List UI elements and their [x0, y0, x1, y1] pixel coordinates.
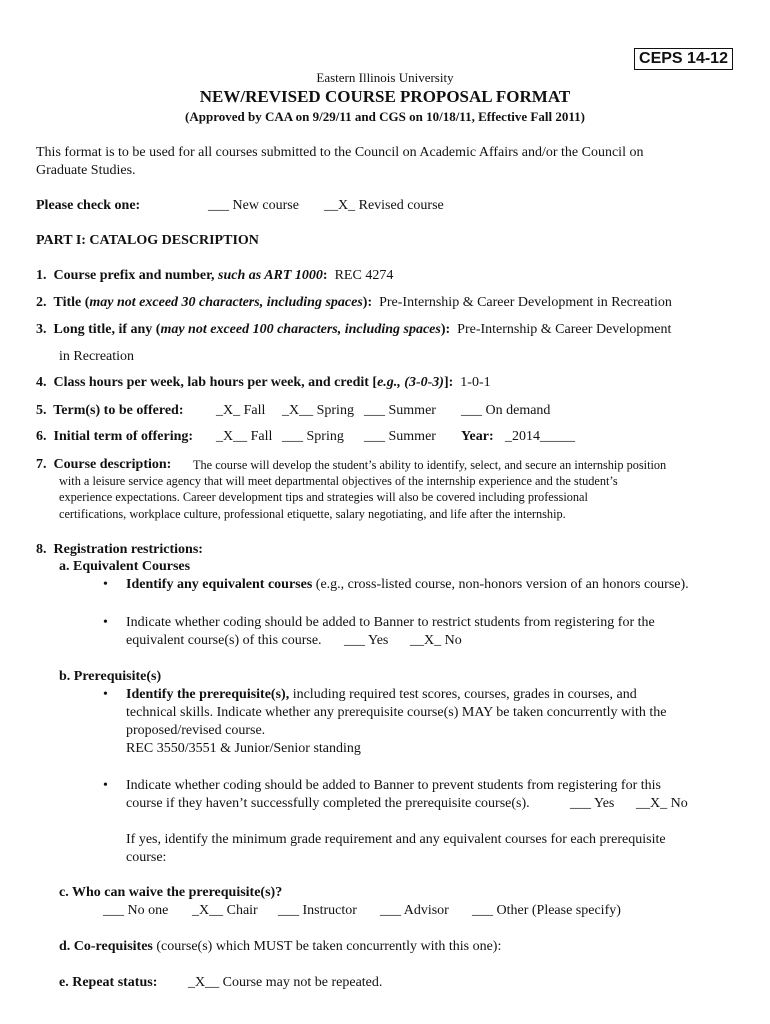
initial-fall-option[interactable]: _X__ Fall [216, 429, 273, 444]
course-description-line-1: The course will develop the student’s ability to identify, select, and secure an internship position [193, 458, 667, 472]
prerequisite-banner-line-2: course if they haven’t successfully completed the prerequisite course(s). [126, 796, 530, 811]
item-3 [36, 322, 671, 338]
item-5-label [36, 403, 184, 419]
waive-other-option[interactable]: ___ Other (Please specify) [472, 903, 621, 918]
item-3-hint: may not exceed 100 characters, including spaces [160, 322, 441, 337]
equivalent-courses-bullet-1 [126, 577, 689, 593]
item-1-colon: : [322, 268, 328, 283]
item-6-num: 6. [36, 429, 47, 444]
revised-course-option[interactable]: __X_ Revised course [324, 198, 444, 213]
item-3-num: 3. [36, 322, 47, 337]
equivalent-no-option[interactable]: __X_ No [410, 633, 462, 648]
corequisites-label: d. Co-requisites [59, 939, 153, 954]
equivalent-banner-line-2: equivalent course(s) of this course. [126, 633, 322, 648]
credit-hours-value: 1-0-1 [460, 375, 491, 390]
item-2-colon: ): [362, 295, 373, 310]
corequisites-rest: (course(s) which MUST be taken concurrently with this one): [152, 939, 502, 954]
item-4-colon: ]: [443, 375, 454, 390]
prerequisite-banner-line-1: Indicate whether coding should be added to Banner to prevent students from registering for this [126, 778, 661, 793]
item-4-label: Class hours per week, lab hours per week, and credit [ [53, 375, 378, 390]
initial-spring-option[interactable]: ___ Spring [282, 429, 344, 444]
course-description-line-4: certifications, workplace culture, professional etiquette, salary negotiating, and life after the internship. [59, 507, 566, 521]
bullet-icon: • [103, 687, 108, 702]
corequisites-line [59, 939, 501, 955]
item-2-label: Title ( [53, 295, 90, 310]
waive-chair-option[interactable]: _X__ Chair [192, 903, 258, 918]
bullet-icon: • [103, 778, 108, 793]
item-4-example: e.g., (3-0-3) [377, 375, 444, 390]
course-description-line-3: experience expectations. Career development tips and strategies will also be covered including professional [59, 490, 588, 504]
prerequisite-no-option[interactable]: __X_ No [636, 796, 688, 811]
item-8-num: 8. [36, 542, 47, 557]
prerequisites-heading: b. Prerequisite(s) [59, 669, 162, 684]
part1-heading: PART I: CATALOG DESCRIPTION [36, 233, 259, 248]
item-2-num: 2. [36, 295, 47, 310]
repeat-status-value[interactable]: _X__ Course may not be repeated. [188, 975, 383, 990]
approval-note: (Approved by CAA on 9/29/11 and CGS on 10/18/11, Effective Fall 2011) [185, 109, 585, 124]
term-fall-option[interactable]: _X_ Fall [216, 403, 266, 418]
min-grade-line-2: course: [126, 850, 167, 865]
waive-no-one-option[interactable]: ___ No one [103, 903, 169, 918]
course-description-line-2: with a leisure service agency that will meet departmental objectives of the internship experience and the student’s [59, 474, 618, 488]
item-6-text: Initial term of offering: [53, 429, 194, 444]
prerequisite-identify-line-1 [126, 687, 637, 703]
item-2-hint: may not exceed 30 characters, including spaces [89, 295, 363, 310]
bullet-icon: • [103, 615, 108, 630]
bullet-icon: • [103, 577, 108, 592]
item-7-num: 7. [36, 457, 47, 472]
prerequisite-value: REC 3550/3551 & Junior/Senior standing [126, 741, 361, 756]
check-one-label: Please check one: [36, 198, 141, 213]
initial-summer-option[interactable]: ___ Summer [364, 429, 436, 444]
item-3-label: Long title, if any ( [53, 322, 161, 337]
course-prefix-value: REC 4274 [334, 268, 394, 283]
waive-advisor-option[interactable]: ___ Advisor [380, 903, 449, 918]
long-title-value-cont: in Recreation [59, 349, 135, 364]
waive-instructor-option[interactable]: ___ Instructor [278, 903, 357, 918]
equivalent-yes-option[interactable]: ___ Yes [344, 633, 389, 648]
term-summer-option[interactable]: ___ Summer [364, 403, 436, 418]
item-5-num: 5. [36, 403, 47, 418]
prerequisite-identify-line-2: technical skills. Indicate whether any prerequisite course(s) MAY be taken concurrently with the [126, 705, 667, 720]
prerequisite-identify-line-3: proposed/revised course. [126, 723, 266, 738]
item-4-num: 4. [36, 375, 47, 390]
item-8-label [36, 542, 203, 558]
equivalent-banner-line-1: Indicate whether coding should be added to Banner to restrict students from registering for the [126, 615, 655, 630]
term-spring-option[interactable]: _X__ Spring [282, 403, 354, 418]
item-5-text: Term(s) to be offered: [53, 403, 184, 418]
long-title-value: Pre-Internship & Career Development [457, 322, 672, 337]
item-3-colon: ): [440, 322, 451, 337]
prerequisite-identify-label: Identify the prerequisite(s), [126, 687, 290, 702]
equivalent-identify-rest: (e.g., cross-listed course, non-honors version of an honors course). [312, 577, 689, 592]
document-code-box: CEPS 14-12 [634, 48, 733, 70]
item-6-label [36, 429, 193, 445]
equivalent-identify-label: Identify any equivalent courses [126, 577, 313, 592]
term-on-demand-option[interactable]: ___ On demand [461, 403, 551, 418]
course-title-value: Pre-Internship & Career Development in Recreation [379, 295, 672, 310]
repeat-status-label: e. Repeat status: [59, 975, 158, 990]
year-label: Year: [461, 429, 494, 444]
min-grade-line-1: If yes, identify the minimum grade requirement and any equivalent courses for each prerequisite [126, 832, 666, 847]
intro-line-1: This format is to be used for all courses submitted to the Council on Academic Affairs and/or the Council on [36, 145, 644, 160]
university-name: Eastern Illinois University [316, 70, 454, 85]
intro-line-2: Graduate Studies. [36, 163, 136, 178]
item-7-text: Course description: [53, 457, 172, 472]
year-value[interactable]: _2014_____ [505, 429, 575, 444]
equivalent-courses-heading: a. Equivalent Courses [59, 559, 191, 574]
item-1-num: 1. [36, 268, 47, 283]
item-2 [36, 295, 672, 311]
item-1-example: such as ART 1000 [218, 268, 323, 283]
new-course-option[interactable]: ___ New course [208, 198, 299, 213]
item-1-label: Course prefix and number, [53, 268, 219, 283]
item-7-label [36, 457, 171, 473]
item-8-text: Registration restrictions: [53, 542, 203, 557]
item-4 [36, 375, 491, 391]
page-title: NEW/REVISED COURSE PROPOSAL FORMAT [199, 87, 571, 106]
item-1 [36, 268, 393, 284]
prerequisite-yes-option[interactable]: ___ Yes [570, 796, 615, 811]
waive-heading: c. Who can waive the prerequisite(s)? [59, 885, 283, 900]
prerequisite-identify-rest: including required test scores, courses, grades in courses, and [289, 687, 637, 702]
